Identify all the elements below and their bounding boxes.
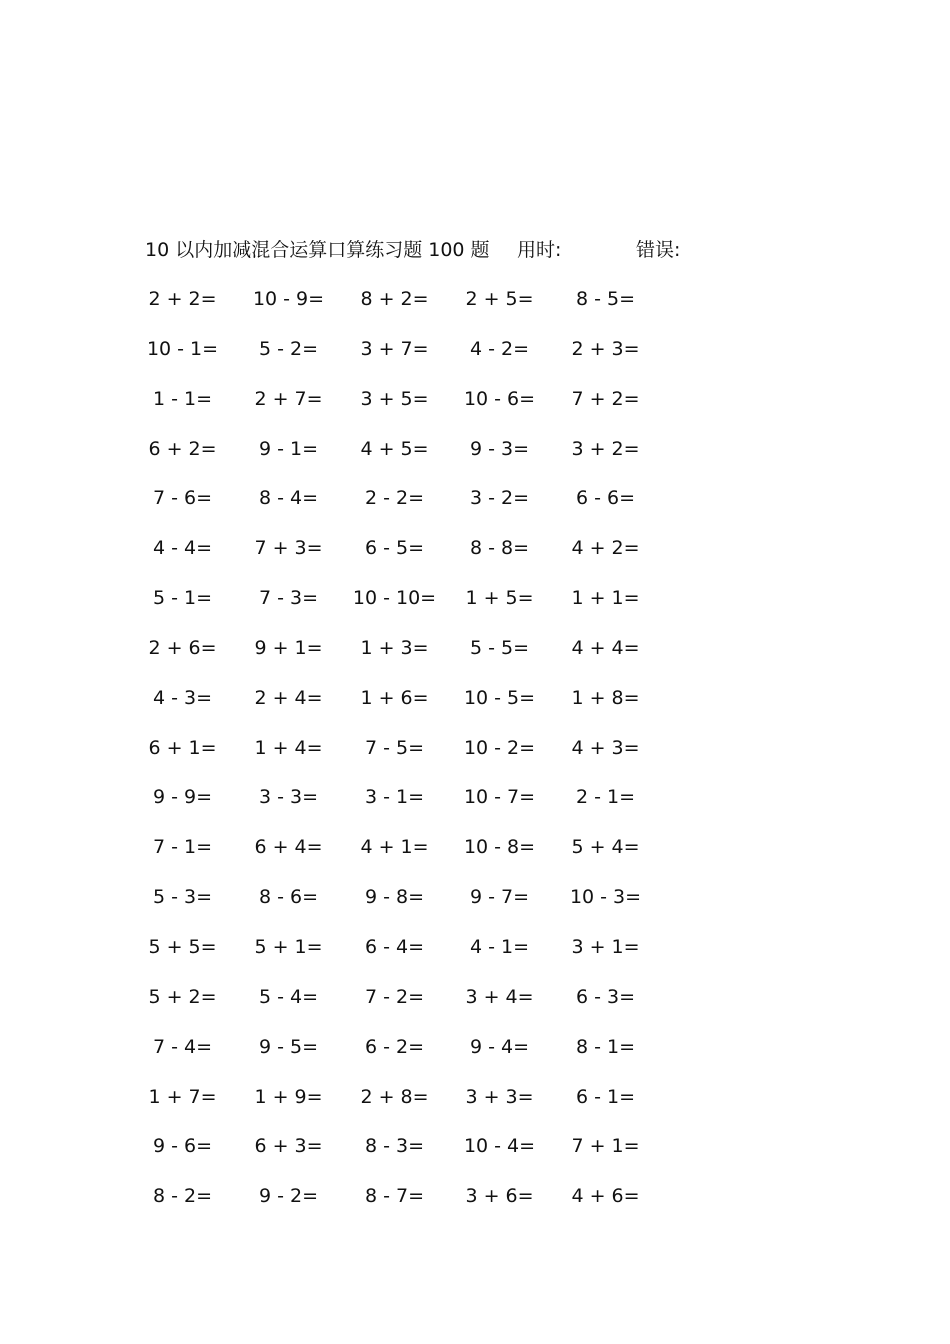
- problem-cell: 8 - 7=: [364, 1185, 425, 1208]
- problem-cell: 1 + 8=: [571, 686, 640, 709]
- problem-row: [140, 933, 680, 983]
- problem-cell: 8 - 2=: [152, 1185, 213, 1208]
- problem-cell: 9 - 1=: [258, 437, 319, 460]
- problem-cell: 7 - 6=: [152, 487, 213, 510]
- problem-cell: 3 + 5=: [360, 387, 429, 410]
- problem-cell: 10 - 7=: [463, 786, 536, 809]
- problem-cell: 9 - 2=: [258, 1185, 319, 1208]
- problem-cell: 3 + 6=: [465, 1185, 534, 1208]
- problem-cell: 8 - 1=: [575, 1035, 636, 1058]
- problem-cell: 6 + 4=: [254, 836, 323, 859]
- problem-cell: 4 - 2=: [469, 337, 530, 360]
- problem-cell: 8 - 4=: [258, 487, 319, 510]
- problem-cell: 3 + 3=: [465, 1085, 534, 1108]
- problem-cell: 6 - 6=: [575, 487, 636, 510]
- problem-cell: 1 + 5=: [465, 587, 534, 610]
- problem-cell: 10 - 2=: [463, 736, 536, 759]
- problem-cell: 5 + 5=: [148, 935, 217, 958]
- problem-cell: 3 + 1=: [571, 935, 640, 958]
- problem-cell: 9 - 6=: [152, 1135, 213, 1158]
- problem-cell: 4 + 3=: [571, 736, 640, 759]
- problem-row: [140, 734, 680, 784]
- problem-cell: 3 + 4=: [465, 985, 534, 1008]
- problem-cell: 5 + 1=: [254, 935, 323, 958]
- problem-cell: 10 - 10=: [352, 587, 437, 610]
- problem-cell: 10 - 1=: [146, 337, 219, 360]
- problem-cell: 4 + 5=: [360, 437, 429, 460]
- problem-cell: 3 - 2=: [469, 487, 530, 510]
- problem-cell: 4 + 1=: [360, 836, 429, 859]
- problem-cell: 9 - 4=: [469, 1035, 530, 1058]
- problem-cell: 4 + 2=: [571, 537, 640, 560]
- problem-row: [140, 385, 680, 435]
- problem-row: [140, 783, 680, 833]
- problem-cell: 10 - 8=: [463, 836, 536, 859]
- problem-cell: 1 + 9=: [254, 1085, 323, 1108]
- problem-cell: 9 - 9=: [152, 786, 213, 809]
- problem-cell: 7 + 3=: [254, 537, 323, 560]
- problem-row: [140, 584, 680, 634]
- problem-cell: 7 - 4=: [152, 1035, 213, 1058]
- problem-cell: 8 + 2=: [360, 288, 429, 310]
- problem-cell: 1 + 1=: [571, 587, 640, 610]
- problem-row: [140, 1033, 680, 1083]
- problem-cell: 2 - 1=: [575, 786, 636, 809]
- problem-cell: 5 + 2=: [148, 985, 217, 1008]
- problem-cell: 6 - 5=: [364, 537, 425, 560]
- problem-cell: 2 + 6=: [148, 636, 217, 659]
- problem-cell: 9 + 1=: [254, 636, 323, 659]
- problem-cell: 9 - 8=: [364, 886, 425, 909]
- problem-cell: 2 + 3=: [571, 337, 640, 360]
- problem-cell: 10 - 9=: [252, 288, 325, 310]
- error-count-label: 错误:: [636, 239, 681, 261]
- problem-cell: 4 - 4=: [152, 537, 213, 560]
- problem-cell: 3 - 1=: [364, 786, 425, 809]
- problem-cell: 2 + 4=: [254, 686, 323, 709]
- worksheet-header: [145, 236, 765, 264]
- problem-cell: 7 - 1=: [152, 836, 213, 859]
- problem-cell: 10 - 4=: [463, 1135, 536, 1158]
- problem-cell: 1 + 4=: [254, 736, 323, 759]
- problem-row: [140, 1132, 680, 1182]
- problem-cell: 10 - 6=: [463, 387, 536, 410]
- problem-cell: 7 + 1=: [571, 1135, 640, 1158]
- problem-row: [140, 285, 680, 335]
- problem-cell: 2 + 5=: [465, 288, 534, 310]
- problem-cell: 5 - 5=: [469, 636, 530, 659]
- problem-cell: 7 - 3=: [258, 587, 319, 610]
- problem-cell: 1 + 7=: [148, 1085, 217, 1108]
- problem-cell: 6 - 1=: [575, 1085, 636, 1108]
- problem-cell: 6 - 4=: [364, 935, 425, 958]
- problem-cell: 1 - 1=: [152, 387, 213, 410]
- problem-row: [140, 684, 680, 734]
- problem-row: [140, 435, 680, 485]
- worksheet-title: 10 以内加减混合运算口算练习题 100 题: [145, 239, 490, 261]
- problem-row: [140, 335, 680, 385]
- problem-row: [140, 833, 680, 883]
- problem-cell: 9 - 7=: [469, 886, 530, 909]
- problem-cell: 4 + 4=: [571, 636, 640, 659]
- problem-cell: 4 + 6=: [571, 1185, 640, 1208]
- problem-cell: 7 - 5=: [364, 736, 425, 759]
- problem-cell: 10 - 3=: [569, 886, 642, 909]
- problem-cell: 5 - 3=: [152, 886, 213, 909]
- problem-cell: 7 + 2=: [571, 387, 640, 410]
- problem-cell: 5 - 4=: [258, 985, 319, 1008]
- problem-cell: 6 + 2=: [148, 437, 217, 460]
- problem-cell: 7 - 2=: [364, 985, 425, 1008]
- problem-row: [140, 883, 680, 933]
- problem-cell: 6 + 1=: [148, 736, 217, 759]
- problem-cell: 2 + 7=: [254, 387, 323, 410]
- problem-row: [140, 1182, 680, 1232]
- problem-cell: 3 + 2=: [571, 437, 640, 460]
- problem-cell: 8 - 5=: [575, 288, 636, 310]
- problem-cell: 8 - 8=: [469, 537, 530, 560]
- problem-row: [140, 1083, 680, 1133]
- problem-cell: 9 - 5=: [258, 1035, 319, 1058]
- problem-cell: 6 - 3=: [575, 985, 636, 1008]
- problem-cell: 5 + 4=: [571, 836, 640, 859]
- problem-cell: 2 + 2=: [148, 288, 217, 310]
- problem-row: [140, 634, 680, 684]
- problem-cell: 5 - 1=: [152, 587, 213, 610]
- problem-cell: 9 - 3=: [469, 437, 530, 460]
- problem-cell: 5 - 2=: [258, 337, 319, 360]
- problem-cell: 4 - 1=: [469, 935, 530, 958]
- problem-cell: 8 - 6=: [258, 886, 319, 909]
- problem-cell: 6 - 2=: [364, 1035, 425, 1058]
- problem-row: [140, 534, 680, 584]
- problem-cell: 4 - 3=: [152, 686, 213, 709]
- problem-cell: 3 - 3=: [258, 786, 319, 809]
- problem-cell: 2 - 2=: [364, 487, 425, 510]
- problem-cell: 3 + 7=: [360, 337, 429, 360]
- time-spent-label: 用时:: [517, 239, 562, 261]
- problem-cell: 6 + 3=: [254, 1135, 323, 1158]
- problem-cell: 2 + 8=: [360, 1085, 429, 1108]
- problem-row: [140, 983, 680, 1033]
- problem-cell: 10 - 5=: [463, 686, 536, 709]
- problem-cell: 1 + 3=: [360, 636, 429, 659]
- problem-cell: 1 + 6=: [360, 686, 429, 709]
- problem-grid: [140, 285, 680, 1232]
- problem-row: [140, 484, 680, 534]
- problem-cell: 8 - 3=: [364, 1135, 425, 1158]
